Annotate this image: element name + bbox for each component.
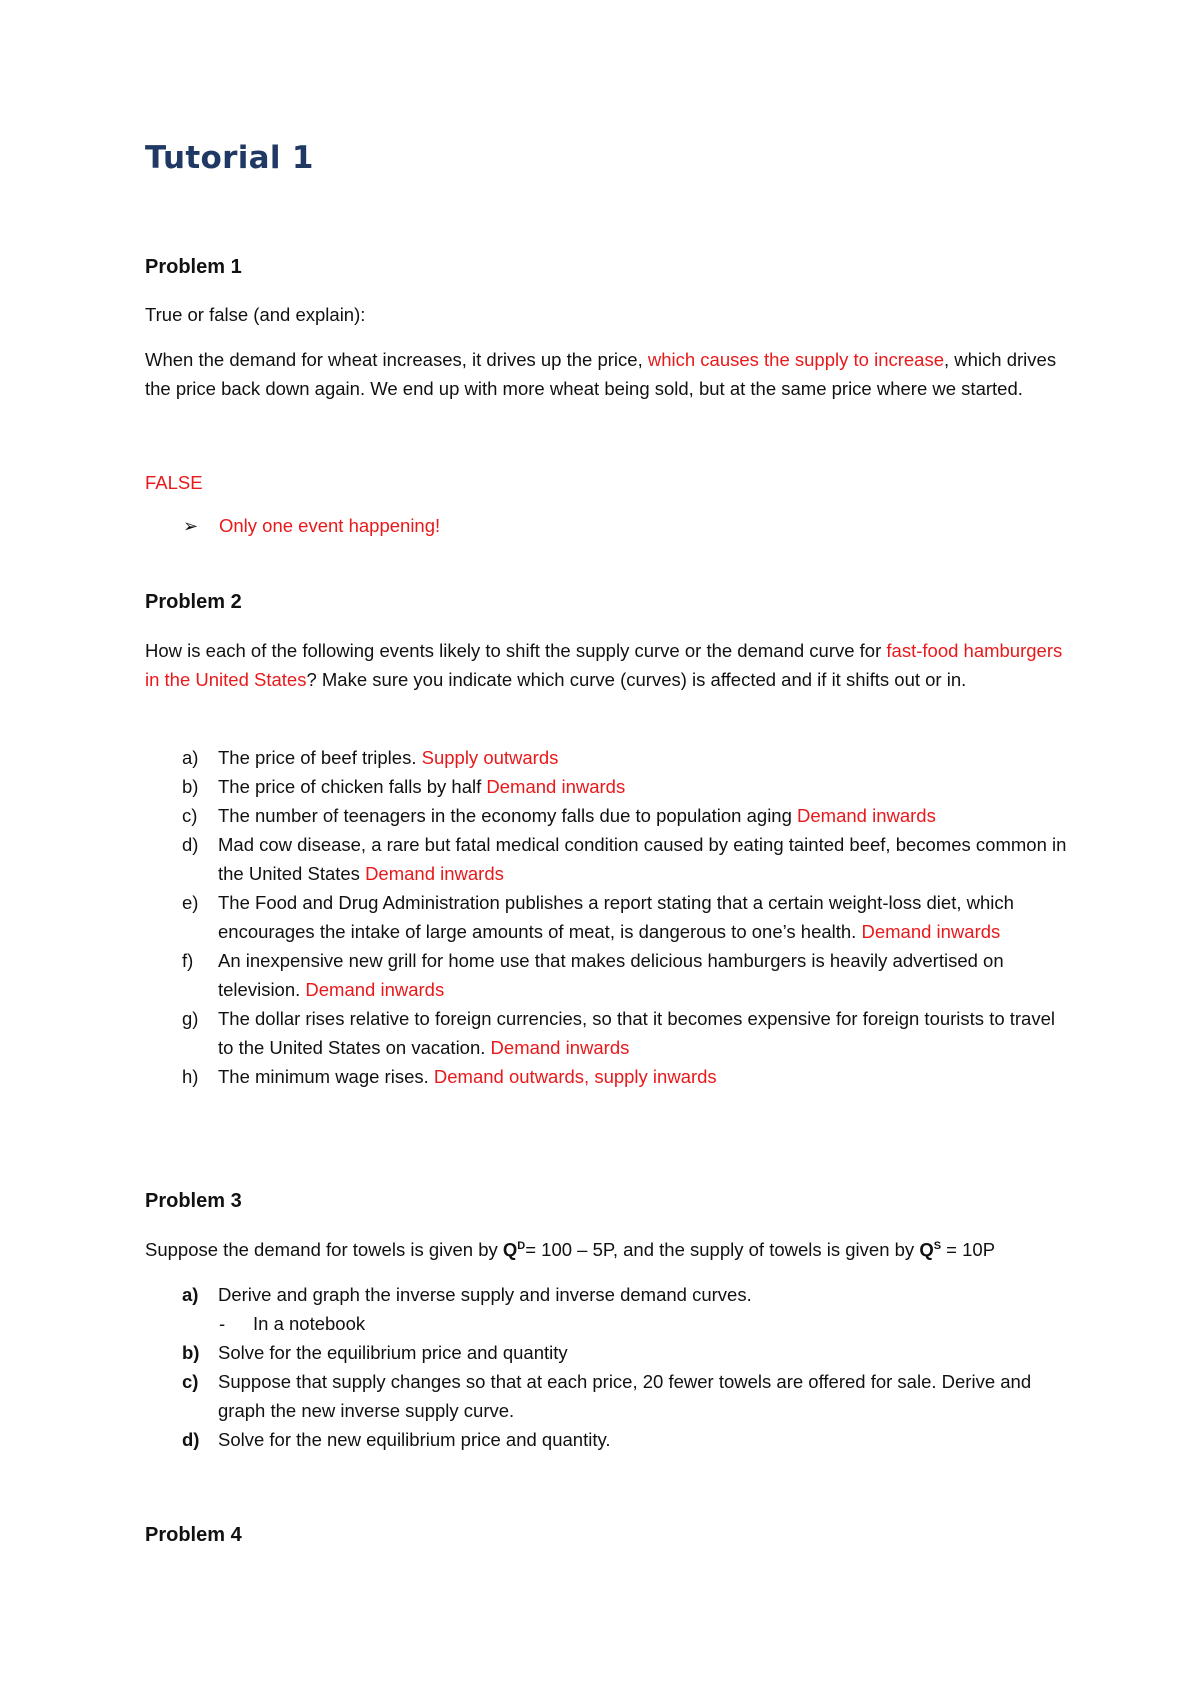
item-answer: Demand outwards, supply inwards bbox=[433, 1066, 717, 1087]
item-label: d) bbox=[182, 1429, 200, 1450]
demand-equation: = 100 – 5P bbox=[525, 1239, 613, 1260]
item-text: Derive and graph the inverse supply and inverse demand curves. bbox=[218, 1284, 752, 1305]
document-title: Tutorial 1 bbox=[145, 140, 314, 176]
demand-symbol: Q bbox=[502, 1239, 518, 1260]
item-label: b) bbox=[182, 1342, 200, 1363]
item-text: Solve for the equilibrium price and quantity bbox=[218, 1342, 568, 1363]
problem-2-item bbox=[145, 801, 1070, 830]
problem-3-item bbox=[145, 1280, 1070, 1309]
supply-superscript: S bbox=[933, 1239, 942, 1252]
problem-1-statement bbox=[145, 345, 1070, 403]
item-label: a) bbox=[182, 1284, 199, 1305]
problem-3-question-pre: Suppose the demand for towels is given by bbox=[145, 1239, 503, 1260]
problem-2-item bbox=[145, 946, 1070, 1004]
problem-2-item bbox=[145, 1062, 1070, 1091]
item-text: The Food and Drug Administration publishes a report stating that a certain weight-loss diet, which encourages the intake of large amounts of meat, is dangerous to one’s health. bbox=[218, 892, 1014, 942]
item-answer: Demand inwards bbox=[305, 979, 445, 1000]
problem-3-list bbox=[145, 1280, 1070, 1454]
problem-3-heading: Problem 3 bbox=[145, 1190, 242, 1212]
item-label: e) bbox=[182, 892, 199, 913]
supply-equation: = 10P bbox=[941, 1239, 996, 1260]
problem-1-bullet-text: Only one event happening! bbox=[219, 515, 441, 536]
supply-symbol: Q bbox=[919, 1239, 934, 1260]
item-answer: Demand inwards bbox=[861, 921, 1001, 942]
problem-1-intro: True or false (and explain): bbox=[145, 304, 366, 325]
item-text: In a notebook bbox=[253, 1313, 366, 1334]
problem-2-question-run-2: ? Make sure you indicate which curve (curves) is affected and if it shifts out or in. bbox=[306, 669, 967, 690]
problem-3-subitem bbox=[145, 1309, 1070, 1338]
problem-3-item bbox=[145, 1338, 1070, 1367]
item-label: g) bbox=[182, 1008, 199, 1029]
item-answer: Supply outwards bbox=[421, 747, 559, 768]
problem-3-question-mid: , and the supply of towels is given by bbox=[612, 1239, 920, 1260]
item-answer: Demand inwards bbox=[797, 805, 936, 826]
problem-2-item bbox=[145, 888, 1070, 946]
item-label: f) bbox=[182, 950, 194, 971]
item-text: An inexpensive new grill for home use that makes delicious hamburgers is heavily advertised on television. bbox=[218, 950, 1004, 1000]
item-text: The price of beef triples. bbox=[218, 747, 422, 768]
problem-2-question bbox=[145, 636, 1070, 694]
problem-2-item bbox=[145, 743, 1070, 772]
item-text: Solve for the new equilibrium price and quantity. bbox=[218, 1429, 611, 1450]
item-label: c) bbox=[182, 805, 198, 826]
problem-2-item bbox=[145, 1004, 1070, 1062]
item-label: a) bbox=[182, 747, 199, 768]
item-text: Mad cow disease, a rare but fatal medical condition caused by eating tainted beef, becomes common in the United States bbox=[218, 834, 1067, 884]
item-label: d) bbox=[182, 834, 199, 855]
problem-3-question bbox=[145, 1235, 1070, 1264]
item-text: The number of teenagers in the economy falls due to population aging bbox=[218, 805, 798, 826]
problem-1-statement-run-2: , which drives the price back down again. We end up with more wheat being sold, but at the same price where we started. bbox=[145, 349, 1057, 399]
problem-1-answer: FALSE bbox=[145, 472, 203, 493]
item-label: - bbox=[219, 1313, 226, 1334]
problem-3-item bbox=[145, 1367, 1070, 1425]
problem-1-statement-run-0: When the demand for wheat increases, it drives up the price, bbox=[145, 349, 648, 370]
problem-1-statement-run-1: which causes the supply to increase bbox=[647, 349, 945, 370]
problem-1-heading: Problem 1 bbox=[145, 256, 242, 278]
item-text: The minimum wage rises. bbox=[218, 1066, 434, 1087]
problem-2-question-run-1: fast-food hamburgers in the United States bbox=[145, 640, 1063, 690]
problem-3-item bbox=[145, 1425, 1070, 1454]
problem-2-question-run-0: How is each of the following events likely to shift the supply curve or the demand curve for bbox=[145, 640, 887, 661]
item-answer: Demand inwards bbox=[486, 776, 626, 797]
item-answer: Demand inwards bbox=[490, 1037, 630, 1058]
item-label: h) bbox=[182, 1066, 199, 1087]
item-text: The price of chicken falls by half bbox=[218, 776, 487, 797]
item-text: The dollar rises relative to foreign currencies, so that it becomes expensive for foreign tourists to travel to the United States on vacation. bbox=[218, 1008, 1055, 1058]
demand-superscript: D bbox=[517, 1239, 526, 1252]
arrow-bullet-icon: ➢ bbox=[183, 516, 199, 536]
problem-2-list bbox=[145, 743, 1070, 1091]
problem-4-heading: Problem 4 bbox=[145, 1524, 242, 1546]
problem-2-item bbox=[145, 772, 1070, 801]
item-text: Suppose that supply changes so that at each price, 20 fewer towels are offered for sale. Derive and graph the new inverse supply curve. bbox=[218, 1371, 1032, 1421]
item-answer: Demand inwards bbox=[365, 863, 504, 884]
problem-2-heading: Problem 2 bbox=[145, 591, 242, 613]
item-label: c) bbox=[182, 1371, 199, 1392]
item-label: b) bbox=[182, 776, 199, 797]
problem-2-item bbox=[145, 830, 1070, 888]
problem-1-bullet bbox=[183, 511, 440, 541]
